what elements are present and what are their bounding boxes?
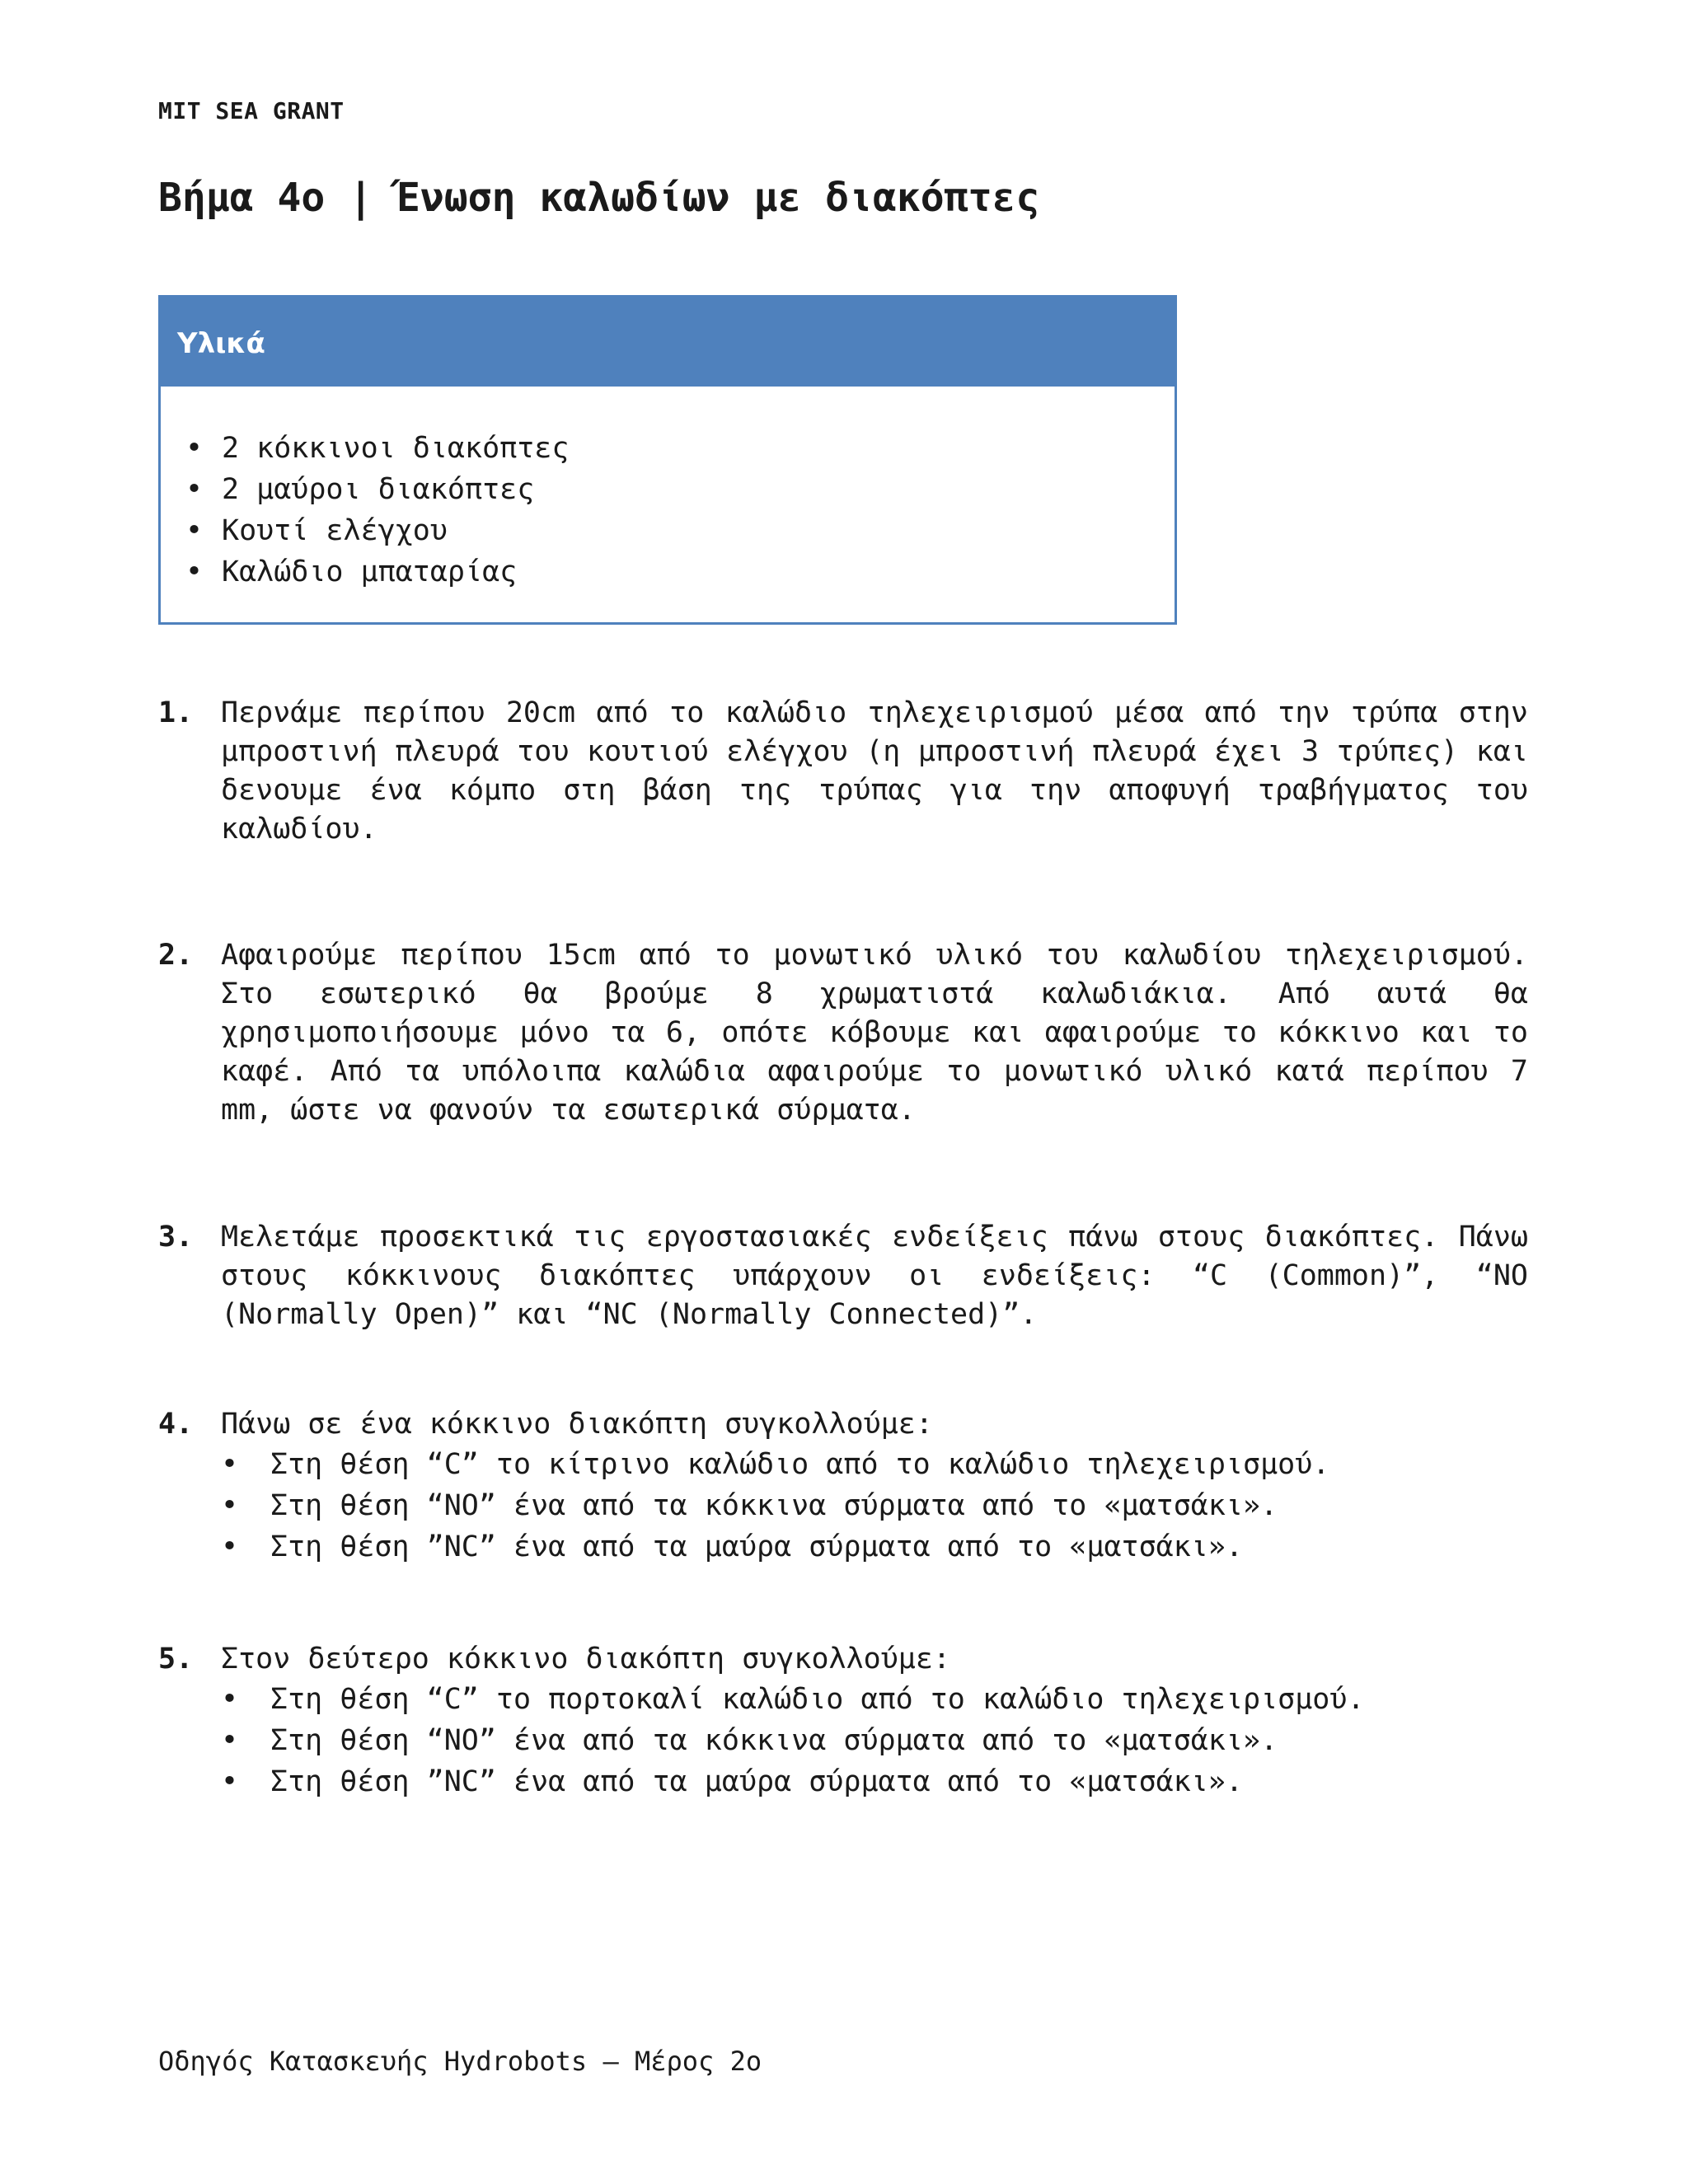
step-text: Μελετάμε προσεκτικά τις εργοστασιακές ενδείξεις πάνω στους διακόπτες. Πάνω στους κόκκινους διακόπτες υπάρχουν οι ενδείξεις: “C (Common)”, “NO (Normally Open)” και “NC (Normally Connected)”. (221, 1221, 1528, 1331)
sub-list (221, 1444, 1528, 1568)
bullet-icon: • (221, 1530, 239, 1563)
materials-item: • Κουτί ελέγχου (185, 510, 1175, 551)
sub-item: • Στη θέση ”NC” ένα από τα μαύρα σύρματα από το «ματσάκι». (221, 1761, 1528, 1802)
sub-item: • Στη θέση “C” το κίτρινο καλώδιο από το καλώδιο τηλεχειρισμού. (221, 1444, 1528, 1485)
step-number: 2. (158, 939, 194, 972)
materials-list (161, 387, 1175, 593)
document-header: MIT SEA GRANT (158, 97, 345, 124)
step-number: 4. (158, 1408, 194, 1441)
bullet-icon: • (185, 514, 204, 547)
sub-list (221, 1679, 1528, 1802)
bullet-icon: • (185, 473, 204, 506)
bullet-icon: • (221, 1683, 239, 1716)
document-footer: Οδηγός Κατασκευής Hydrobots – Μέρος 2ο (158, 2046, 762, 2077)
materials-heading: Υλικά (161, 298, 1175, 387)
step-text: Στον δεύτερο κόκκινο διακόπτη συγκολλούμε: (221, 1643, 951, 1675)
step-item (158, 1405, 1528, 1568)
step-item (158, 1218, 1528, 1334)
step-number: 3. (158, 1221, 194, 1254)
step-number: 5. (158, 1643, 194, 1675)
bullet-icon: • (185, 432, 204, 465)
step-text: Αφαιρούμε περίπου 15cm από το μονωτικό υλικό του καλωδίου τηλεχειρισμού. Στο εσωτερικό θα βρούμε 8 χρωματιστά καλωδιάκια. Από αυτά θα χρησιμοποιήσουμε μόνο τα 6, οπότε κόβουμε και αφαιρούμε το κόκκινο και το καφέ. Από τα υπόλοιπα καλώδια αφαιρούμε το μονωτικό υλικό κατά περίπου 7 mm, ώστε να φανούν τα εσωτερικά σύρματα. (221, 939, 1528, 1127)
sub-item: • Στη θέση ”NC” ένα από τα μαύρα σύρματα από το «ματσάκι». (221, 1526, 1528, 1568)
step-text: Περνάμε περίπου 20cm από το καλώδιο τηλεχειρισμού μέσα από την τρύπα στην μπροστινή πλευρά του κουτιού ελέγχου (η μπροστινή πλευρά έχει 3 τρύπες) και δενουμε ένα κόμπο στη βάση της τρύπας για την αποφυγή τραβήγματος του καλωδίου. (221, 696, 1528, 846)
sub-item: • Στη θέση “C” το πορτοκαλί καλώδιο από το καλώδιο τηλεχειρισμού. (221, 1679, 1528, 1720)
step-item (158, 694, 1528, 849)
page-title: Βήμα 4ο | Ένωση καλωδίων με διακόπτες (158, 175, 1040, 221)
step-item (158, 936, 1528, 1130)
materials-item: • 2 κόκκινοι διακόπτες (185, 428, 1175, 469)
sub-item: • Στη θέση “NO” ένα από τα κόκκινα σύρματα από το «ματσάκι». (221, 1485, 1528, 1526)
bullet-icon: • (221, 1765, 239, 1798)
materials-item: • 2 μαύροι διακόπτες (185, 469, 1175, 510)
steps-list (158, 694, 1528, 1802)
materials-item: • Καλώδιο μπαταρίας (185, 551, 1175, 593)
bullet-icon: • (221, 1724, 239, 1757)
step-text: Πάνω σε ένα κόκκινο διακόπτη συγκολλούμε: (221, 1408, 933, 1441)
materials-box (158, 295, 1177, 625)
sub-item: • Στη θέση “NO” ένα από τα κόκκινα σύρματα από το «ματσάκι». (221, 1720, 1528, 1761)
bullet-icon: • (221, 1448, 239, 1481)
step-number: 1. (158, 696, 194, 729)
bullet-icon: • (221, 1489, 239, 1522)
step-item (158, 1640, 1528, 1802)
bullet-icon: • (185, 555, 204, 588)
